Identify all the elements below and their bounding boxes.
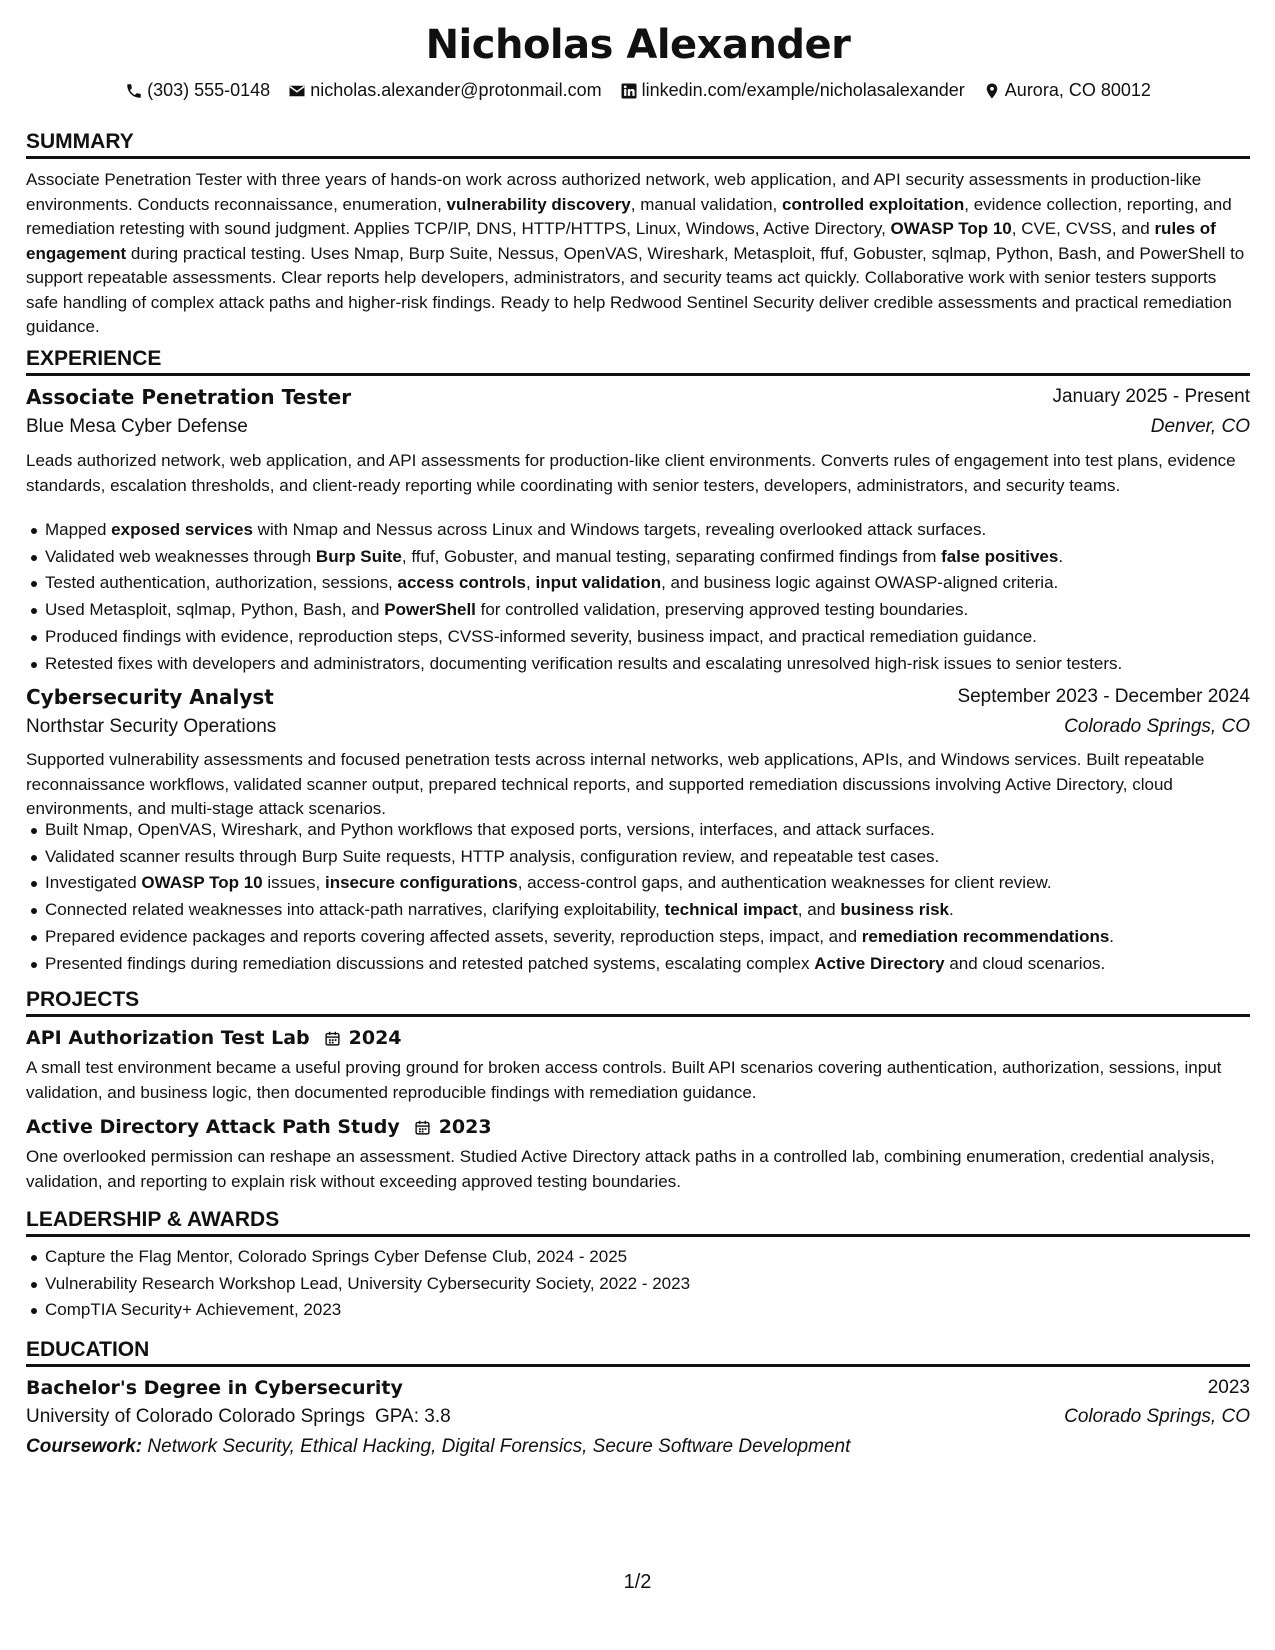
text-run: Validated web weaknesses through <box>45 546 316 566</box>
degree-name: Bachelor's Degree in Cybersecurity <box>26 1377 403 1399</box>
candidate-name: Nicholas Alexander <box>425 22 851 68</box>
emphasis-text: remediation recommendations <box>861 926 1110 946</box>
emphasis-text: exposed services <box>111 520 253 539</box>
emphasis-text: OWASP Top 10 <box>890 219 1012 238</box>
text-run: , manual validation, <box>630 194 782 214</box>
text-run: , evidence collection, reporting, and remediation retesting with sound judgment. Applies TCP/IP, DNS, HTTP/HTTPS, Linux, Windows, Active Directory, <box>26 194 1232 238</box>
text-run: Associate Penetration Tester with three years of hands-on work across authorized network, web application, and API security assessments in production-like environments. Conducts reconnaissance, enumeration, <box>26 170 1202 214</box>
job-company: Blue Mesa Cyber Defense <box>26 416 248 437</box>
text-run: Tested authentication, authorization, sessions, <box>45 573 398 593</box>
job-company: Northstar Security Operations <box>26 716 277 737</box>
school-name: University of Colorado Colorado Springs <box>26 1406 365 1427</box>
job-title: Associate Penetration Tester <box>26 385 352 409</box>
project-title <box>26 1027 402 1049</box>
list-item <box>26 817 1250 844</box>
school-location: Colorado Springs, CO <box>1064 1406 1250 1427</box>
emphasis-text: Burp Suite <box>315 546 402 566</box>
project-year: 2024 <box>348 1027 402 1049</box>
emphasis-text: false positives <box>941 546 1059 566</box>
text-run: for controlled validation, preserving approved testing boundaries. <box>475 600 969 620</box>
text-run: Prepared evidence packages and reports covering affected assets, severity, reproduction steps, impact, and <box>45 926 862 946</box>
text-run: , access-control gaps, and authentication weaknesses for client review. <box>517 873 1052 893</box>
email-text: nicholas.alexander@protonmail.com <box>310 80 602 100</box>
job-dates: September 2023 - December 2024 <box>957 686 1250 707</box>
job-title: Cybersecurity Analyst <box>26 685 274 709</box>
list-item: CompTIA Security+ Achievement, 2023 <box>26 1297 1250 1324</box>
list-item <box>26 597 1250 624</box>
degree-year: 2023 <box>1207 1377 1250 1398</box>
text-run: . <box>1058 546 1064 566</box>
envelope-icon <box>288 82 306 100</box>
section-title-experience: EXPERIENCE <box>26 347 1250 376</box>
job-bullets <box>26 817 1250 977</box>
job-location: Colorado Springs, CO <box>1064 716 1250 737</box>
list-item <box>26 951 1250 978</box>
job-description: Supported vulnerability assessments and focused penetration tests across internal networks, web applications, APIs, and Windows services. Built repeatable reconnaissance workflows, validated scanner output, prepared technical reports, and supported remediation discussions involving Active Directory, cloud environments, and multi-stage attack scenarios. <box>26 750 1205 818</box>
project-description: A small test environment became a useful proving ground for broken access controls. Built API scenarios covering authentication, authorization, sessions, input validation, and business logic, then documented reproducible findings with remediation guidance. <box>26 1058 1222 1102</box>
project-title <box>26 1116 492 1138</box>
leadership-list <box>26 1244 1250 1324</box>
job-location: Denver, CO <box>1150 416 1250 437</box>
text-run: Used Metasploit, sqlmap, Python, Bash, and <box>45 600 385 620</box>
emphasis-text: controlled exploitation <box>781 194 965 214</box>
list-item <box>26 544 1250 571</box>
text-run: , CVE, CVSS, and <box>1011 219 1155 238</box>
emphasis-text: input validation <box>535 573 662 593</box>
contact-phone <box>125 80 270 101</box>
phone-icon <box>125 82 143 100</box>
emphasis-text: vulnerability discovery <box>446 194 631 214</box>
project-name: API Authorization Test Lab <box>26 1027 310 1049</box>
contact-bar <box>26 80 1250 101</box>
list-item <box>26 651 1250 678</box>
text-run: , and <box>797 900 841 920</box>
text-run: and cloud scenarios. <box>944 953 1106 973</box>
map-pin-icon <box>983 82 1001 100</box>
gpa: GPA: 3.8 <box>375 1406 451 1427</box>
coursework <box>26 1436 850 1458</box>
text-run: Investigated <box>45 873 142 893</box>
job-bullets <box>26 517 1250 677</box>
contact-linkedin[interactable] <box>620 80 965 101</box>
text-run: with Nmap and Nessus across Linux and Windows targets, revealing overlooked attack surfaces. <box>252 520 987 539</box>
emphasis-text: business risk <box>840 900 949 920</box>
linkedin-text: linkedin.com/example/nicholasalexander <box>641 80 965 100</box>
list-item <box>26 517 1250 544</box>
text-run: , and business logic against OWASP-aligned criteria. <box>661 573 1059 593</box>
calendar-icon <box>408 1119 431 1136</box>
project-name: Active Directory Attack Path Study <box>26 1116 400 1138</box>
list-item: Capture the Flag Mentor, Colorado Springs Cyber Defense Club, 2024 - 2025 <box>26 1244 1250 1271</box>
page-number: 1/2 <box>623 1571 652 1593</box>
emphasis-text: insecure configurations <box>325 873 518 893</box>
list-item <box>26 924 1250 951</box>
list-item <box>26 624 1250 651</box>
text-run: Connected related weaknesses into attack-path narratives, clarifying exploitability, <box>45 900 665 920</box>
list-item <box>26 570 1250 597</box>
list-item <box>26 844 1250 871</box>
job-description: Leads authorized network, web application, and API assessments for production-like client environments. Converts rules of engagement into test plans, evidence standards, escalation thresholds, and client-ready reporting while coordinating with senior testers, developers, administrators, and security teams. <box>26 451 1236 495</box>
project-description: One overlooked permission can reshape an assessment. Studied Active Directory attack paths in a controlled lab, combining enumeration, credential analysis, validation, and reporting to explain risk without exceeding approved testing boundaries. <box>26 1147 1215 1191</box>
emphasis-text: PowerShell <box>384 600 476 620</box>
text-run: issues, <box>262 873 325 893</box>
contact-location <box>983 80 1151 101</box>
text-run: Built Nmap, OpenVAS, Wireshark, and Python workflows that exposed ports, versions, interfaces, and attack surfaces. <box>45 820 935 839</box>
text-run: during practical testing. Uses Nmap, Burp Suite, Nessus, OpenVAS, Wireshark, Metasploit, ffuf, Gobuster, sqlmap, Python, Bash, and PowerShell to support repeatable assessments. Clear reports help developers, administrators, and security teams act quickly. Collaborative work with senior testers supports safe handling of complex attack paths and higher-risk findings. Ready to help Redwood Sentinel Security deliver credible assessments and practical remediation guidance. <box>26 243 1245 336</box>
text-run: Validated scanner results through Burp Suite requests, HTTP analysis, configuration review, and repeatable test cases. <box>45 846 940 866</box>
section-title-education: EDUCATION <box>26 1338 1250 1367</box>
emphasis-text: technical impact <box>664 900 798 920</box>
emphasis-text: OWASP Top 10 <box>141 873 263 893</box>
text-run: . <box>1109 926 1115 946</box>
list-item <box>26 870 1250 897</box>
text-run: , ffuf, Gobuster, and manual testing, separating confirmed findings from <box>401 546 942 566</box>
section-title-summary: SUMMARY <box>26 130 1250 159</box>
summary-text <box>26 168 1250 340</box>
coursework-label: Coursework: <box>26 1436 143 1457</box>
phone-text: (303) 555-0148 <box>147 80 271 100</box>
coursework-list: Network Security, Ethical Hacking, Digital Forensics, Secure Software Development <box>147 1436 851 1457</box>
text-run: , <box>526 573 536 593</box>
list-item: Vulnerability Research Workshop Lead, University Cybersecurity Society, 2022 - 2023 <box>26 1271 1250 1298</box>
school-line <box>26 1406 451 1428</box>
text-run: Retested fixes with developers and administrators, documenting verification results and escalating unresolved high-risk issues to senior testers. <box>45 653 1123 673</box>
job-dates: January 2025 - Present <box>1052 386 1250 407</box>
text-run: Mapped <box>45 520 112 539</box>
list-item <box>26 897 1250 924</box>
text-run: Produced findings with evidence, reproduction steps, CVSS-informed severity, business impact, and practical remediation guidance. <box>45 626 1037 646</box>
emphasis-text: access controls <box>397 573 527 593</box>
location-text: Aurora, CO 80012 <box>1004 80 1151 100</box>
linkedin-icon <box>620 82 638 100</box>
text-run: . <box>949 900 954 920</box>
calendar-icon <box>318 1030 341 1047</box>
emphasis-text: rules of engagement <box>26 219 1216 263</box>
section-title-projects: PROJECTS <box>26 988 1250 1017</box>
contact-email[interactable] <box>288 80 601 101</box>
project-year: 2023 <box>438 1116 492 1138</box>
emphasis-text: Active Directory <box>814 953 945 973</box>
text-run: Presented findings during remediation discussions and retested patched systems, escalating complex <box>45 953 815 973</box>
section-title-leadership: LEADERSHIP & AWARDS <box>26 1208 1250 1237</box>
